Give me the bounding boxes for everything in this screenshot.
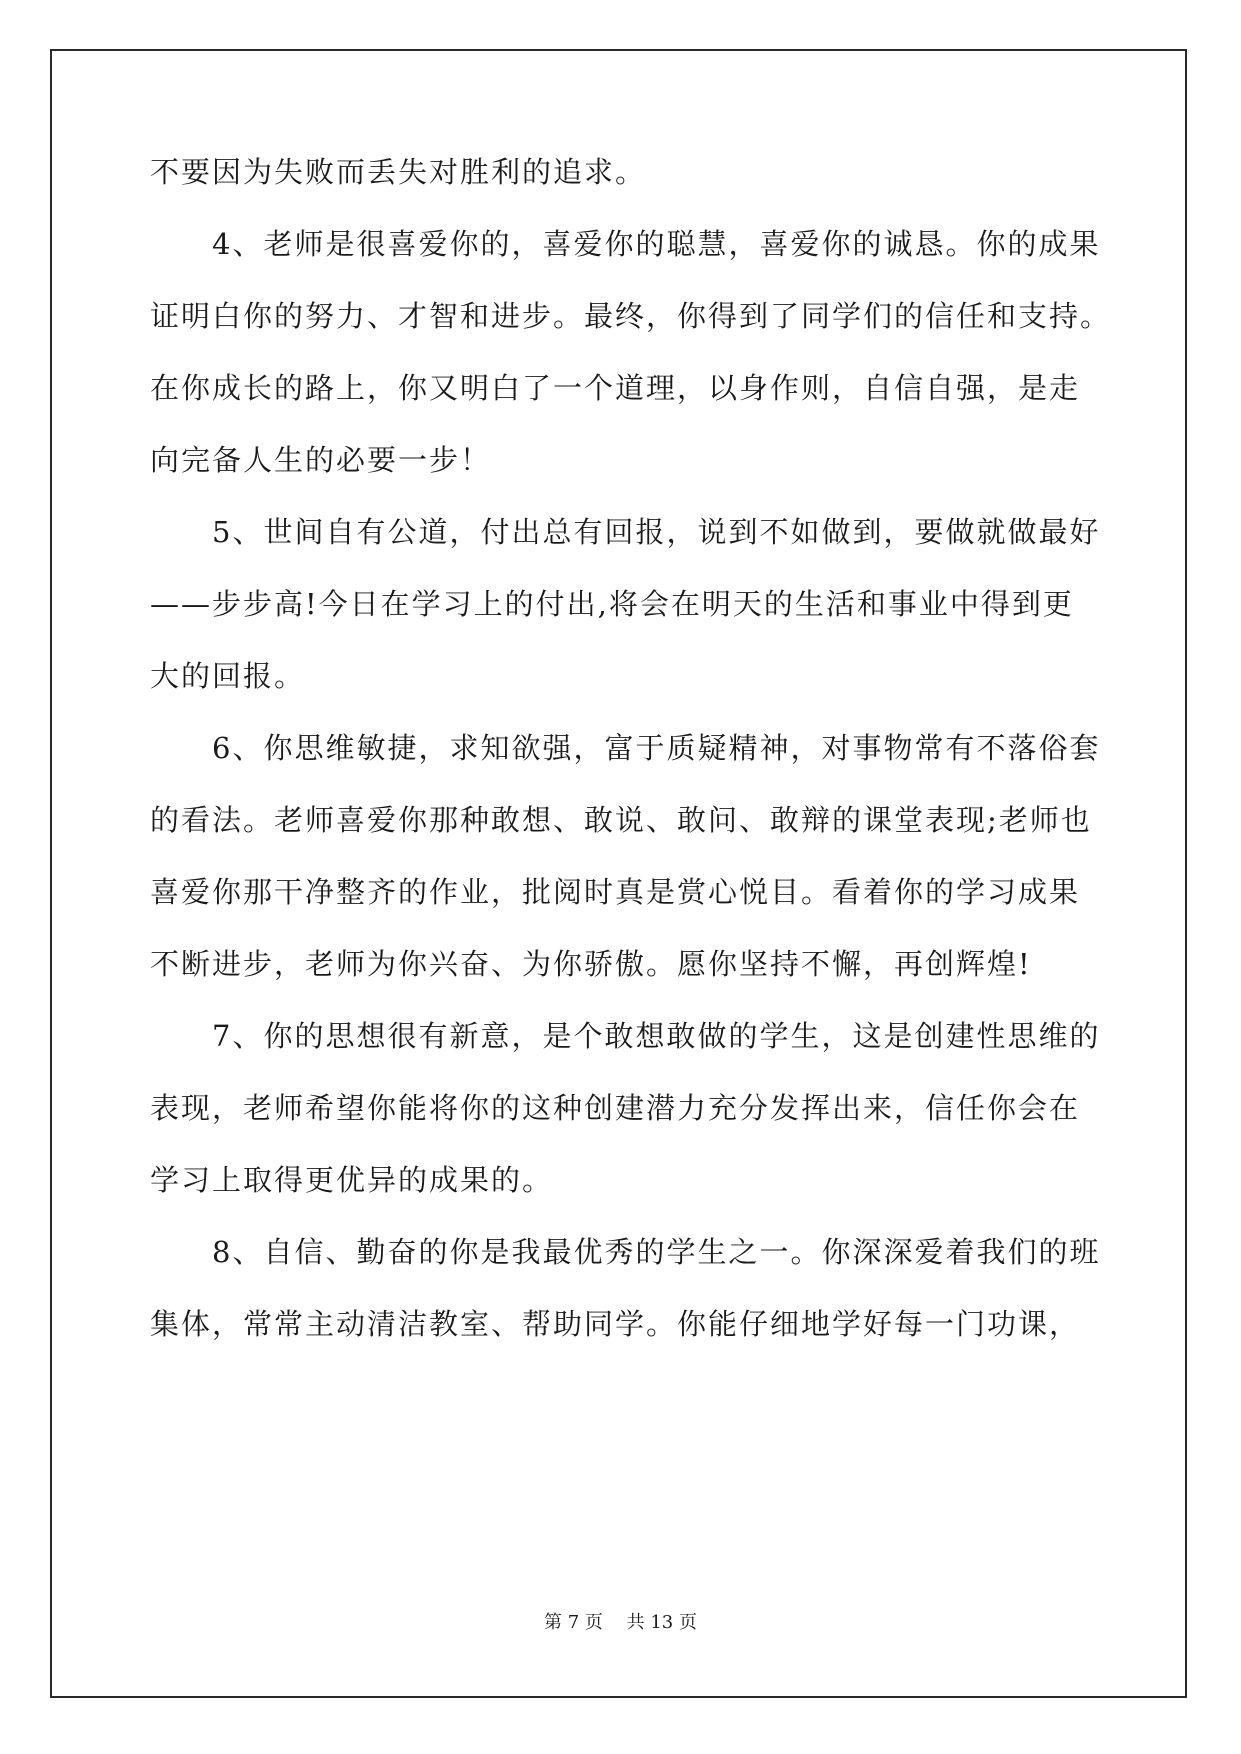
text-line: 证明白你的努力、才智和进步。最终，你得到了同学们的信任和支持。 bbox=[150, 299, 1112, 333]
text-line: 的看法。老师喜爱你那种敢想、敢说、敢问、敢辩的课堂表现;老师也 bbox=[150, 803, 1092, 837]
page-number: 第 7 页 共 13 页 bbox=[544, 1612, 697, 1633]
text-line: 表现，老师希望你能将你的这种创建潜力充分发挥出来，信任你会在 bbox=[150, 1091, 1081, 1125]
text-line: 在你成长的路上，你又明白了一个道理，以身作则，自信自强，是走 bbox=[150, 371, 1081, 405]
text-line: 集体，常常主动清洁教室、帮助同学。你能仔细地学好每一门功课， bbox=[150, 1307, 1081, 1341]
text-line: ——步步高!今日在学习上的付出,将会在明天的生活和事业中得到更 bbox=[150, 587, 1074, 621]
text-line: 5、世间自有公道，付出总有回报，说到不如做到，要做就做最好 bbox=[150, 515, 1101, 549]
text-line: 不要因为失败而丢失对胜利的追求。 bbox=[150, 155, 647, 189]
text-line: 不断进步，老师为你兴奋、为你骄傲。愿你坚持不懈，再创辉煌! bbox=[150, 947, 1032, 981]
page-footer bbox=[0, 1611, 1241, 1635]
text-line: 向完备人生的必要一步！ bbox=[150, 443, 492, 477]
text-line: 7、你的思想很有新意，是个敢想敢做的学生，这是创建性思维的 bbox=[150, 1019, 1101, 1053]
text-line: 8、自信、勤奋的你是我最优秀的学生之一。你深深爱着我们的班 bbox=[150, 1235, 1101, 1269]
text-line: 4、老师是很喜爱你的，喜爱你的聪慧，喜爱你的诚恳。你的成果 bbox=[150, 227, 1101, 261]
text-line: 喜爱你那干净整齐的作业，批阅时真是赏心悦目。看着你的学习成果 bbox=[150, 875, 1081, 909]
text-line: 6、你思维敏捷，求知欲强，富于质疑精神，对事物常有不落俗套 bbox=[150, 731, 1101, 765]
text-line: 大的回报。 bbox=[150, 659, 306, 693]
text-line: 学习上取得更优异的成果的。 bbox=[150, 1163, 554, 1197]
